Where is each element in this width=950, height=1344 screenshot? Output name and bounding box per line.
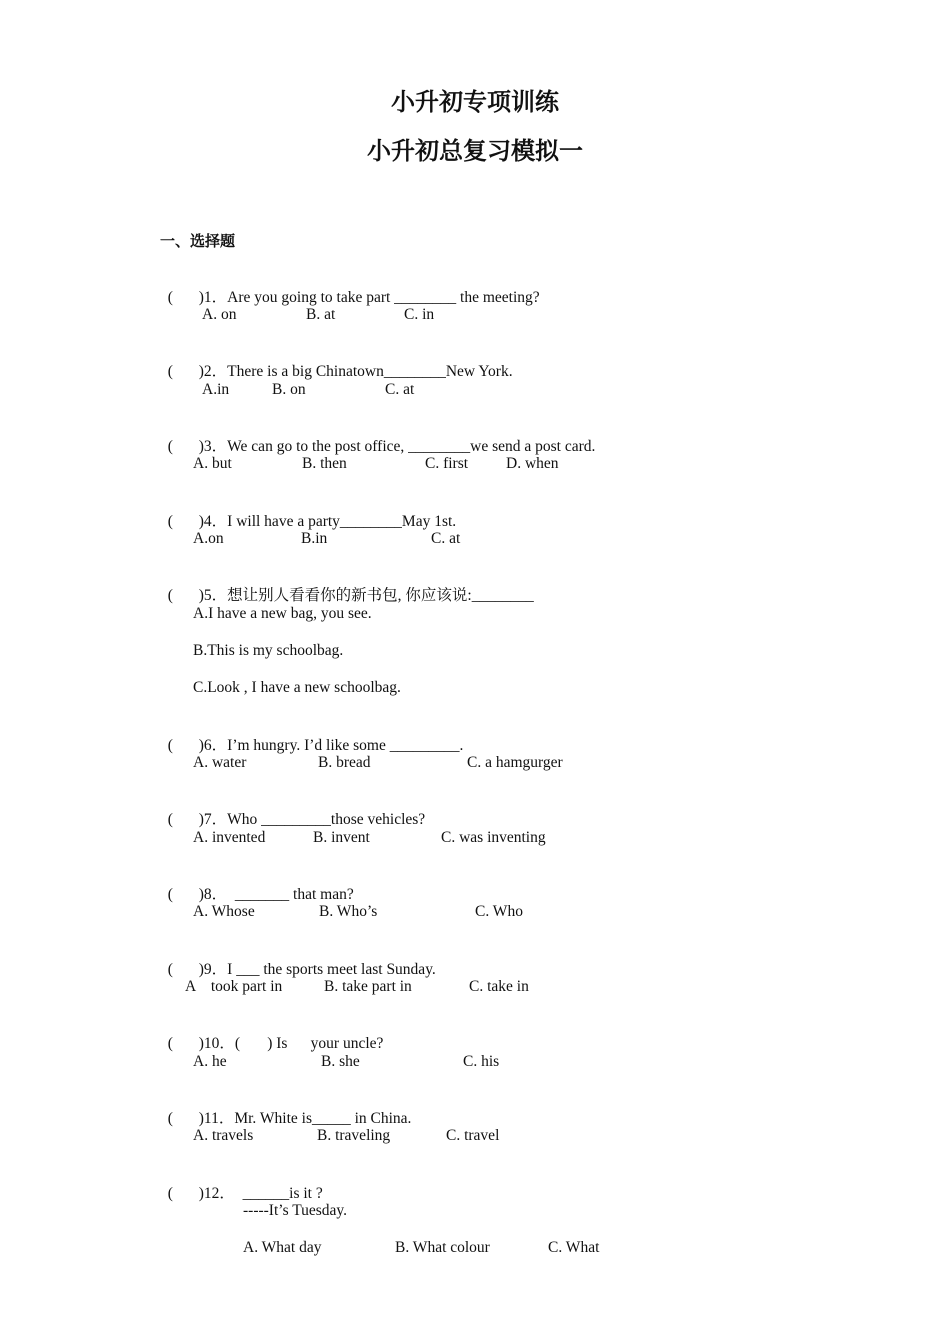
question-stem: )8． _______ that man? <box>198 886 354 903</box>
option-b: B. invent <box>313 829 370 846</box>
option-a: A.I have a new bag, you see. <box>193 605 372 622</box>
option-b: B. at <box>306 306 336 323</box>
question-4 <box>160 492 456 532</box>
option-b: B. take part in <box>324 978 412 995</box>
option-c: C. was inventing <box>441 829 546 846</box>
option-a: A. on <box>202 306 237 323</box>
option-b: B. Who’s <box>319 903 378 920</box>
option-c: C. at <box>431 530 461 547</box>
question-8 <box>160 865 354 905</box>
option-a: A. invented <box>193 829 266 846</box>
option-a: A. water <box>193 754 247 771</box>
question-stem: )2．There is a big Chinatown________New York. <box>198 363 513 380</box>
question-stem: )3．We can go to the post office, ________we send a post card. <box>198 438 596 455</box>
option-a: A. he <box>193 1053 227 1070</box>
option-c: C. in <box>404 306 435 323</box>
question-stem: )1．Are you going to take part ________ the meeting? <box>198 289 540 306</box>
question-2 <box>160 342 513 382</box>
page-title: 小升初专项训练 <box>391 88 559 116</box>
option-b: B. traveling <box>317 1127 391 1144</box>
answer-paren[interactable]: ( <box>167 438 173 455</box>
answer-paren[interactable]: ( <box>167 1110 173 1127</box>
question-10 <box>160 1014 383 1054</box>
option-b: B.in <box>301 530 328 547</box>
dialogue-answer: -----It’s Tuesday. <box>243 1202 348 1219</box>
option-a: A. but <box>193 455 232 472</box>
option-c: C. a hamgurger <box>467 754 563 771</box>
question-stem: )6．I’m hungry. I’d like some _________. <box>198 737 464 754</box>
option-c: C. first <box>425 455 469 472</box>
option-b: B. bread <box>318 754 371 771</box>
question-stem: )5．想让别人看看你的新书包, 你应该说:________ <box>198 587 534 604</box>
question-stem: )12． ______is it ? <box>198 1185 323 1202</box>
option-d: D. when <box>506 455 559 472</box>
option-c: C. Who <box>475 903 523 920</box>
question-stem: )11．Mr. White is_____ in China. <box>198 1110 412 1127</box>
option-b: B. on <box>272 381 306 398</box>
option-c: C. take in <box>469 978 529 995</box>
option-a: A. Whose <box>193 903 255 920</box>
question-3 <box>160 417 595 457</box>
option-a: A.in <box>202 381 230 398</box>
option-c: C. travel <box>446 1127 500 1144</box>
option-c: C. at <box>385 381 415 398</box>
option-a: A took part in <box>185 978 283 995</box>
answer-paren[interactable]: ( <box>167 886 173 903</box>
option-a: A. What day <box>243 1239 322 1256</box>
option-a: A. travels <box>193 1127 254 1144</box>
question-stem: )9．I ___ the sports meet last Sunday. <box>198 961 436 978</box>
page-subtitle: 小升初总复习模拟一 <box>367 137 583 165</box>
answer-paren[interactable]: ( <box>167 961 173 978</box>
question-stem: )4．I will have a party________May 1st. <box>198 513 457 530</box>
question-7 <box>160 790 425 830</box>
answer-paren[interactable]: ( <box>167 1185 173 1202</box>
question-9 <box>160 940 436 980</box>
answer-paren[interactable]: ( <box>167 811 173 828</box>
answer-paren[interactable]: ( <box>167 363 173 380</box>
question-stem: )7．Who _________those vehicles? <box>198 811 426 828</box>
question-1 <box>160 268 540 308</box>
question-5 <box>160 566 534 606</box>
option-c: C.Look , I have a new schoolbag. <box>193 679 401 696</box>
question-stem: )10．( ) Is your uncle? <box>198 1035 384 1052</box>
answer-paren[interactable]: ( <box>167 737 173 754</box>
question-11 <box>160 1089 411 1129</box>
answer-paren[interactable]: ( <box>167 513 173 530</box>
answer-paren[interactable]: ( <box>167 587 173 604</box>
question-6 <box>160 716 463 756</box>
answer-paren[interactable]: ( <box>167 1035 173 1052</box>
option-b: B. then <box>302 455 347 472</box>
question-12 <box>160 1164 323 1204</box>
option-c: C. his <box>463 1053 500 1070</box>
option-b: B. she <box>321 1053 360 1070</box>
option-c: C. What <box>548 1239 600 1256</box>
section-heading: 一、选择题 <box>160 232 236 250</box>
answer-paren[interactable]: ( <box>167 289 173 306</box>
option-b: B. What colour <box>395 1239 490 1256</box>
option-b: B.This is my schoolbag. <box>193 642 344 659</box>
option-a: A.on <box>193 530 224 547</box>
